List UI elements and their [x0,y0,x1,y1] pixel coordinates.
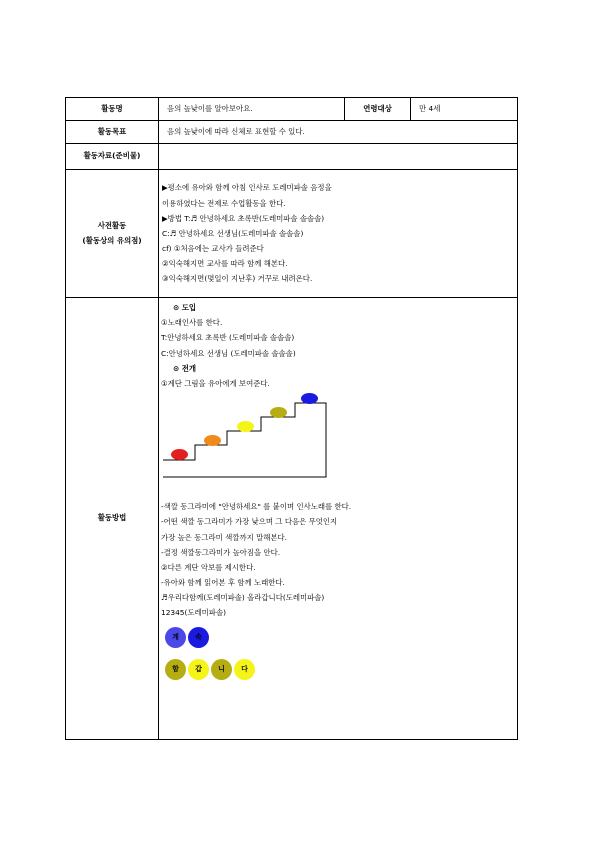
note-circle: 함 [165,659,186,680]
pre-line: ②익숙해지면 교사를 따라 함께 해본다. [162,259,288,269]
lesson-plan-table [65,97,518,740]
circle-row-2 [161,657,517,683]
after-line: -색깔 동그라미에 "안녕하세요" 를 붙이며 인사노래를 한다. [161,502,352,512]
pre-line: C:♬ 안녕하세요 선생님(도레미파솔 솔솔솔) [162,228,304,238]
development-line: ①계단 그림을 유아에게 보여준다. [161,378,270,388]
materials-value [159,144,518,170]
circle-row-1 [161,625,517,651]
activity-name-value: 음의 높낮이를 알아보아요. [159,98,345,121]
intro-line: C:안녕하세요 선생님 (도레미파솔 솔솔솔) [161,348,296,358]
materials-label: 활동자료(준비물) [66,144,159,170]
intro-header: ⊙ 도입 [173,303,197,312]
note-circle: 다 [234,659,255,680]
pre-activity-label-line2: (활동상의 유의점) [82,235,142,245]
age-label: 연령대상 [345,98,411,121]
age-value: 만 4세 [411,98,518,121]
stairs-illustration [163,395,333,487]
note-circle: 계 [165,627,186,648]
pre-activity-label-line1: 사전활동 [97,220,127,230]
intro-line: T:안녕하세요 초록반 (도레미파솔 솔솔솔) [161,333,295,343]
pre-line: ▶평소에 유아와 함께 아침 인사로 도레미파솔 음정을 [162,183,332,193]
after-line: ②다른 계단 악보를 제시한다. [161,562,256,572]
pre-activity-label [66,170,159,298]
after-line: -어떤 색깔 동그라미가 가장 낮으며 그 다음은 무엇인지 [161,517,338,527]
pre-line: ③익숙해지면(몇일이 지난후) 거꾸로 내려온다. [162,274,313,284]
goal-value: 음의 높낮이에 따라 신체로 표현할 수 있다. [159,121,518,144]
note-circle: 갑 [188,659,209,680]
after-line: 가장 높은 동그라미 색깔까지 말해본다. [161,532,287,542]
method-label: 활동방법 [66,298,159,740]
method-content [159,298,518,740]
note-circle: 니 [211,659,232,680]
after-line: -결정 색깔동그라미가 높아짐을 안다. [161,547,281,557]
goal-label: 활동목표 [66,121,159,144]
intro-line: ①노래인사를 한다. [161,318,223,328]
pre-line: cf) ①처음에는 교사가 들려준다 [162,244,264,254]
activity-name-label: 활동명 [66,98,159,121]
development-header: ⊙ 전개 [173,363,197,373]
note-circle: 속 [188,627,209,648]
stairs-outline [163,395,333,487]
after-line: -유아와 함께 읽어본 후 함께 노래한다. [161,578,285,588]
pre-line: ▶방법 T:♬ 안녕하세요 초록반(도레미파솔 솔솔솔) [162,213,325,223]
pre-activity-content [159,170,518,298]
after-line: ♬우리다함께(도레미파솔) 올라갑니다(도레미파솔) [161,593,325,603]
after-line: 12345(도레미파솔) [161,608,226,618]
pre-line: 이용하였다는 전제로 수업활동을 한다. [162,198,286,208]
